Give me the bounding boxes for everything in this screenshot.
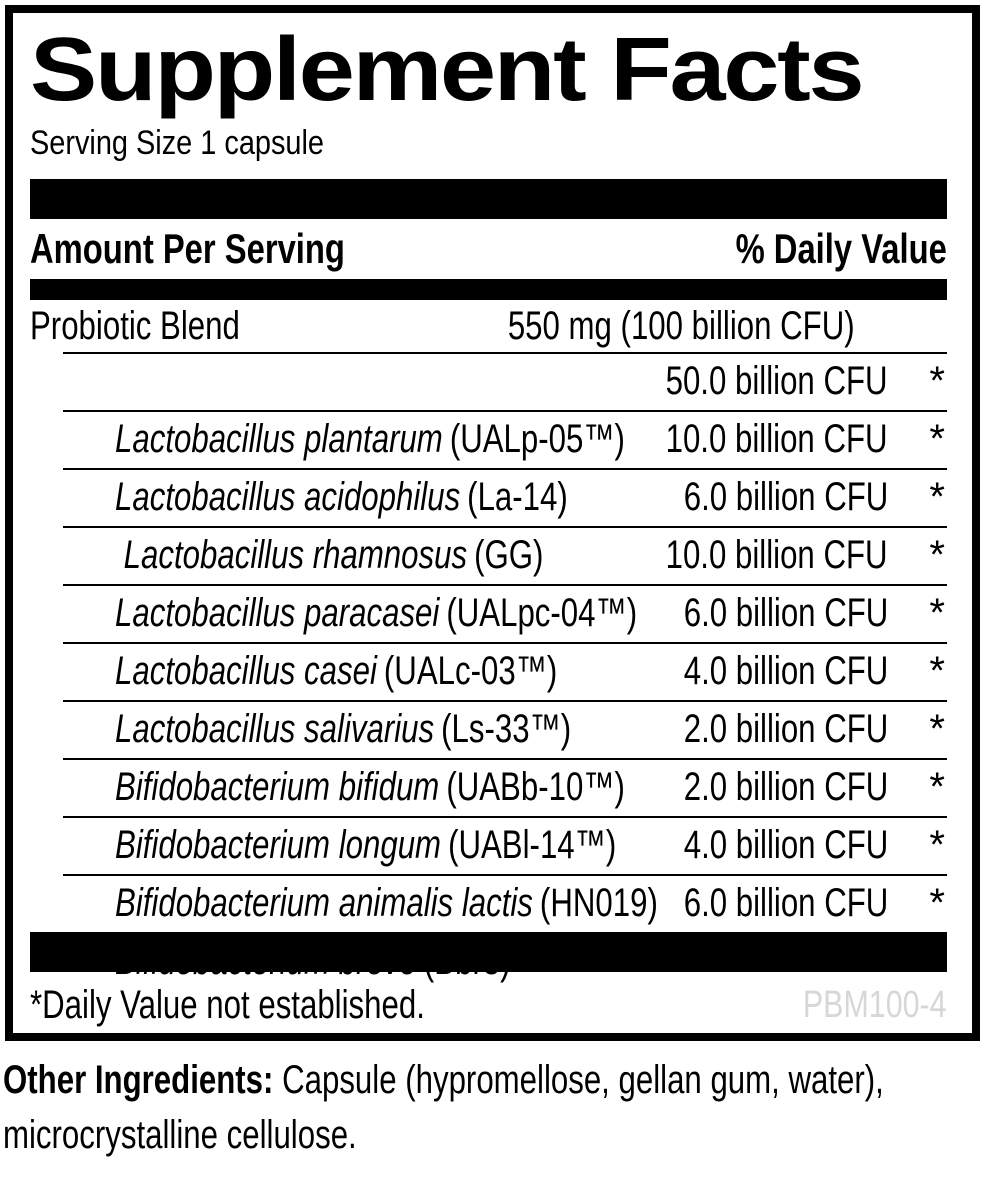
strain-code: (UABb-10™) (446, 765, 625, 809)
daily-value-asterisk: * (929, 823, 945, 867)
supplement-facts-label (5, 5, 980, 1041)
blend-name: Probiotic Blend (30, 304, 240, 348)
ingredient-amount: 50.0 billion CFU (666, 359, 888, 403)
footer-row (30, 972, 947, 1039)
species-name: Bifidobacterium animalis lactis (115, 881, 533, 925)
daily-value-asterisk: * (929, 533, 945, 577)
strain-code: (UALpc-04™) (446, 591, 638, 635)
ingredient-amount: 6.0 billion CFU (683, 475, 888, 519)
daily-value-asterisk: * (929, 475, 945, 519)
species-name: Lactobacillus casei (115, 649, 377, 693)
ingredient-amount: 4.0 billion CFU (683, 823, 888, 867)
daily-value-asterisk: * (929, 649, 945, 693)
daily-value-asterisk: * (929, 359, 945, 403)
species-name: Bifidobacterium breve (115, 939, 417, 983)
ingredient-row (63, 874, 947, 983)
species-name: Lactobacillus paracasei (115, 591, 440, 635)
strain-code: (Ls-33™) (441, 707, 572, 751)
ingredient-amount: 10.0 billion CFU (666, 417, 888, 461)
strain-code: (UALp-05™) (449, 417, 625, 461)
ingredient-amount: 4.0 billion CFU (683, 649, 888, 693)
species-name: Bifidobacterium bifidum (115, 765, 440, 809)
ingredient-amount: 2.0 billion CFU (683, 707, 888, 751)
species-name: Lactobacillus rhamnosus (115, 533, 468, 577)
strain-code: (UABl-14™) (448, 823, 617, 867)
daily-value-header: % Daily Value (735, 225, 947, 272)
blend-amount: 550 mg (100 billion CFU) (508, 304, 855, 348)
top-separator-bar (30, 179, 947, 219)
strain-code: (Bbr8) (423, 939, 511, 983)
ingredient-amount: 6.0 billion CFU (683, 881, 888, 925)
daily-value-asterisk: * (929, 881, 945, 925)
column-header-row (30, 219, 947, 279)
ingredient-row (63, 700, 947, 809)
strain-code: (GG) (474, 533, 544, 577)
blend-row (30, 300, 947, 352)
other-ingredients (3, 1053, 912, 1163)
ingredient-amount: 2.0 billion CFU (683, 765, 888, 809)
species-name: Lactobacillus salivarius (115, 707, 435, 751)
daily-value-asterisk: * (929, 765, 945, 809)
thin-separator-bar (30, 279, 947, 300)
species-name: Lactobacillus acidophilus (115, 475, 461, 519)
amount-per-serving-header: Amount Per Serving (30, 225, 345, 272)
serving-size: Serving Size 1 capsule (30, 124, 324, 162)
strain-code: (UALc-03™) (383, 649, 558, 693)
ingredient-rows (30, 352, 947, 983)
other-ingredients-text: Capsule (hypromellose, gellan gum, water), microcrystalline cellulose. (3, 1058, 884, 1157)
page-title: Supplement Facts (30, 20, 863, 120)
species-name: Lactobacillus plantarum (115, 417, 443, 461)
product-code: PBM100-4 (803, 984, 947, 1026)
ingredient-amount: 6.0 billion CFU (683, 591, 888, 635)
strain-code: (La-14) (467, 475, 568, 519)
other-ingredients-label: Other Ingredients: (3, 1058, 274, 1102)
species-name: Bifidobacterium longum (115, 823, 442, 867)
daily-value-asterisk: * (929, 417, 945, 461)
ingredient-amount: 10.0 billion CFU (666, 533, 888, 577)
strain-code: (HN019) (539, 881, 658, 925)
daily-value-asterisk: * (929, 707, 945, 751)
daily-value-asterisk: * (929, 591, 945, 635)
daily-value-footnote: *Daily Value not established. (30, 983, 425, 1027)
